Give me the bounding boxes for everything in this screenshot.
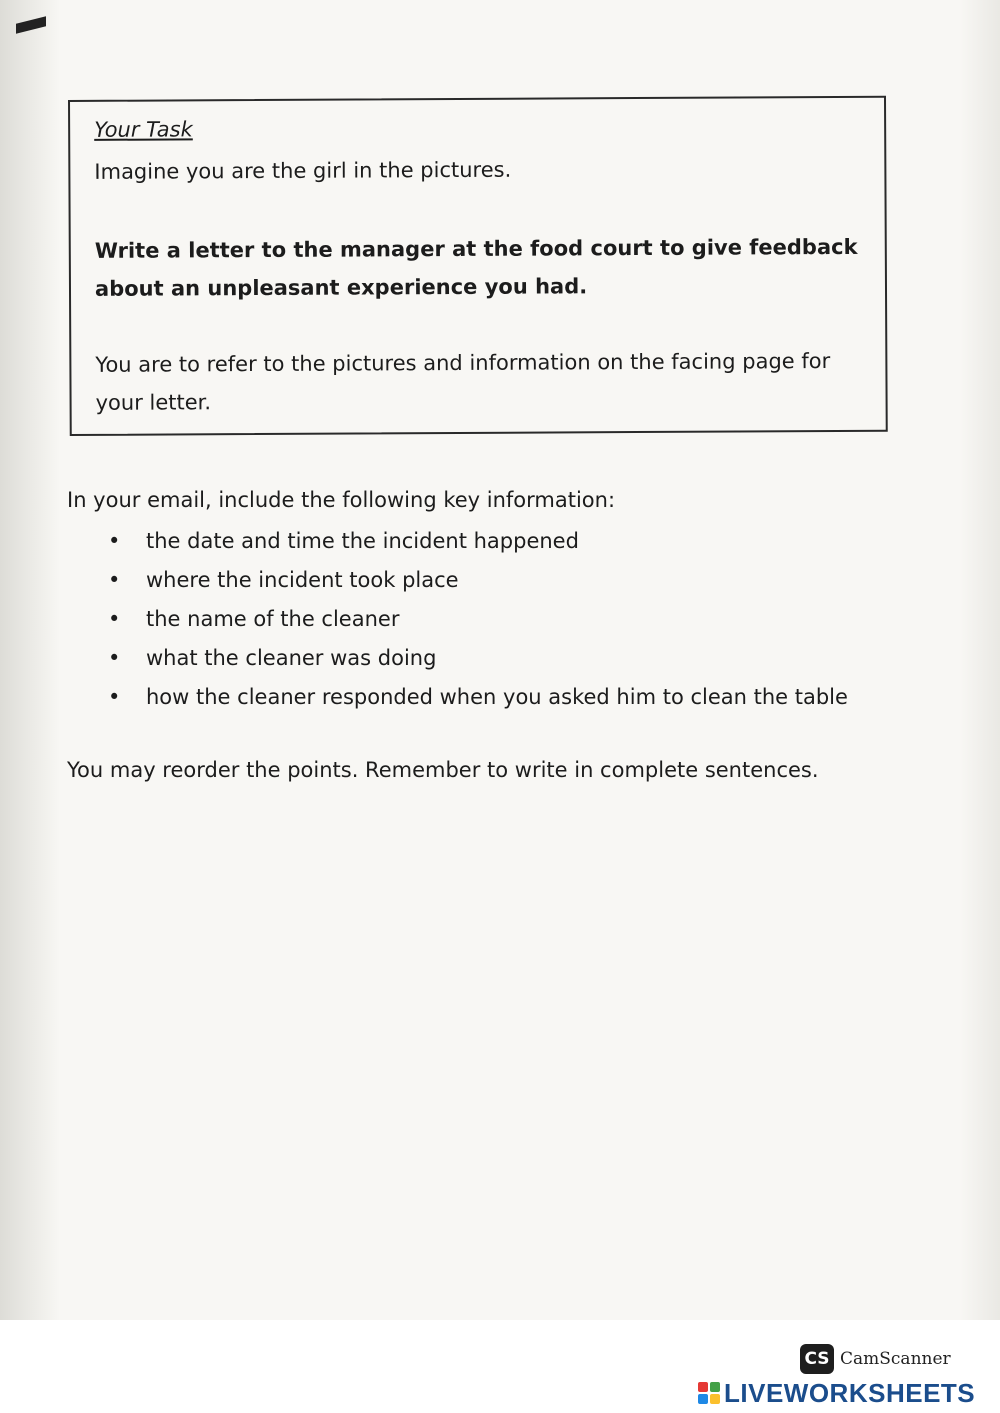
list-item <box>108 682 908 721</box>
camscanner-label: CamScanner <box>840 1349 951 1369</box>
list-item-text: the name of the cleaner <box>146 607 400 631</box>
liveworksheets-watermark <box>698 1378 975 1408</box>
logo-square-green <box>710 1382 720 1392</box>
bullet-icon: • <box>108 568 121 592</box>
bullet-icon: • <box>108 646 121 670</box>
logo-square-red <box>698 1382 708 1392</box>
list-item-text: what the cleaner was doing <box>146 646 437 670</box>
task-instruction: Write a letter to the manager at the food court to give feedback about an unpleasant experience you had. <box>94 234 858 301</box>
task-reference: You are to refer to the pictures and information on the facing page for your letter. <box>95 349 831 415</box>
key-info-intro: In your email, include the following key information: <box>67 488 616 512</box>
closing-note: You may reorder the points. Remember to write in complete sentences. <box>67 758 819 782</box>
list-item <box>108 604 908 643</box>
task-intro: Imagine you are the girl in the pictures. <box>94 157 512 184</box>
list-item-text: where the incident took place <box>146 568 459 592</box>
list-item <box>108 643 908 682</box>
task-title: Your Task <box>94 117 193 142</box>
bullet-icon: • <box>108 529 121 553</box>
scan-edge-shadow-left <box>0 0 60 1320</box>
task-box <box>68 96 888 436</box>
list-item <box>108 526 908 565</box>
scan-edge-shadow-right <box>960 0 1000 1320</box>
list-item-text: how the cleaner responded when you asked him to clean the table <box>146 685 848 709</box>
bullet-icon: • <box>108 607 121 631</box>
key-info-list <box>108 526 908 721</box>
camscanner-logo-icon: CS <box>800 1344 834 1374</box>
list-item-text: the date and time the incident happened <box>146 529 579 553</box>
camscanner-watermark <box>800 1343 951 1375</box>
logo-square-blue <box>698 1394 708 1404</box>
logo-square-yellow <box>710 1394 720 1404</box>
liveworksheets-label: LIVEWORKSHEETS <box>724 1377 976 1408</box>
list-item <box>108 565 908 604</box>
liveworksheets-logo-icon <box>698 1382 720 1404</box>
bullet-icon: • <box>108 685 121 709</box>
